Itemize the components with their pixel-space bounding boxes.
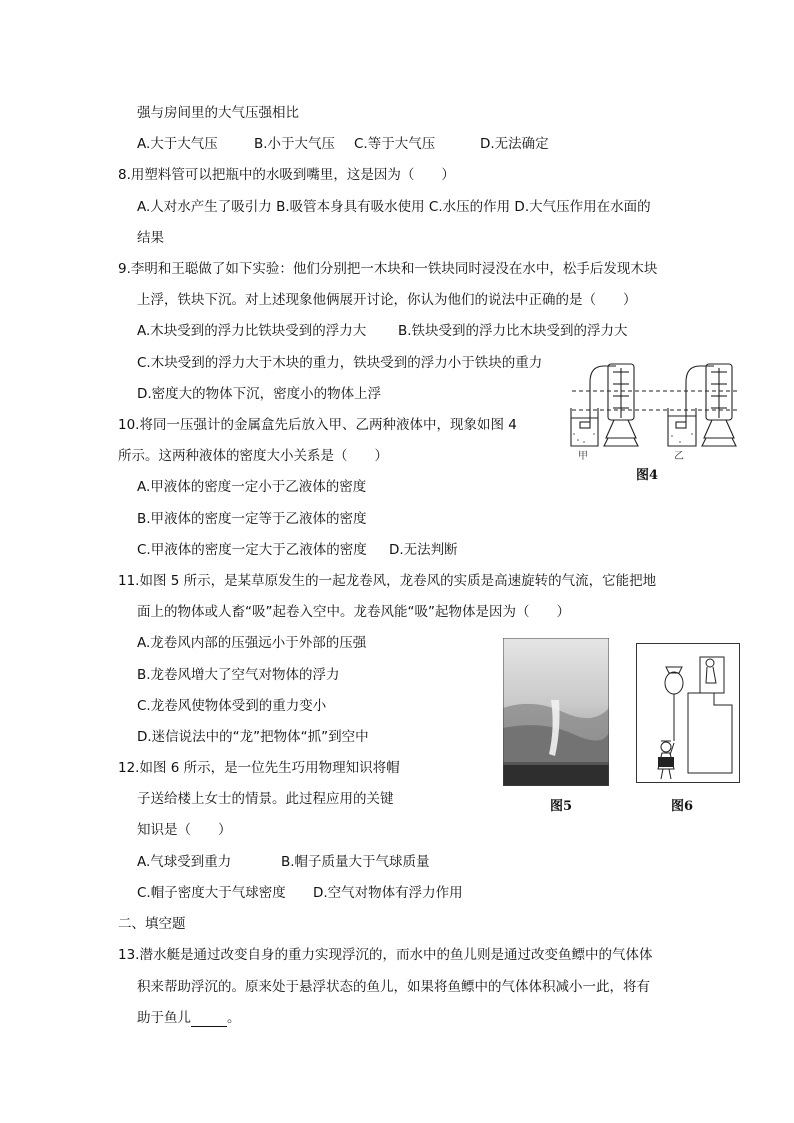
q7-option-a: A.大于大气压	[137, 136, 218, 152]
q9-stem-1: 9.李明和王聪做了如下实验：他们分别把一木块和一铁块同时浸没在水中，松手后发现木块	[118, 261, 658, 277]
q7-option-c: C.等于大气压	[354, 136, 436, 152]
figure-4-caption: 图4	[636, 468, 659, 483]
q9-stem-2: 上浮，铁块下沉。对上述现象他俩展开讨论，你认为他们的说法中正确的是（ ）	[137, 292, 637, 308]
q8-options-cont: 结果	[137, 230, 164, 246]
q10-stem-1: 10.将同一压强计的金属盒先后放入甲、乙两种液体中，现象如图 4	[118, 417, 517, 433]
q13-line-3-end: 。	[227, 1010, 241, 1026]
figure-5-caption: 图5	[550, 799, 573, 814]
q12-option-a: A.气球受到重力	[137, 854, 232, 870]
q9-option-a: A.木块受到的浮力比铁块受到的浮力大	[137, 323, 367, 339]
figure-6-caption: 图6	[671, 799, 694, 814]
q9-options-ab	[137, 322, 628, 340]
q7-option-b: B.小于大气压	[254, 136, 336, 152]
q10-option-b: B.甲液体的密度一定等于乙液体的密度	[137, 511, 367, 527]
q11-option-b: B.龙卷风增大了空气对物体的浮力	[137, 667, 340, 683]
q12-option-c: C.帽子密度大于气球密度	[137, 885, 286, 901]
q10-option-c: C.甲液体的密度一定大于乙液体的密度	[137, 542, 367, 558]
q12-option-d: D.空气对物体有浮力作用	[313, 885, 463, 901]
q10-stem-2: 所示。这两种液体的密度大小关系是（ ）	[118, 448, 388, 464]
q9-option-c: C.木块受到的浮力大于木块的重力，铁块受到的浮力小于铁块的重力	[137, 355, 543, 371]
q8-options: A.人对水产生了吸引力 B.吸管本身具有吸水使用 C.水压的作用 D.大气压作用在水面的	[137, 199, 651, 215]
q13-answer-blank[interactable]	[191, 1012, 227, 1027]
q12-stem-3: 知识是（ ）	[137, 822, 232, 838]
q13-line-1: 13.潜水艇是通过改变自身的重力实现浮沉的，而水中的鱼儿则是通过改变鱼鳔中的气体体	[118, 947, 653, 963]
q10-options-cd	[137, 541, 458, 559]
q11-option-d: D.迷信说法中的“龙”把物体“抓”到空中	[137, 729, 369, 745]
figure-5-tornado-photo	[503, 638, 609, 786]
q12-options-ab	[137, 853, 430, 871]
q10-option-a: A.甲液体的密度一定小于乙液体的密度	[137, 479, 367, 495]
q11-option-c: C.龙卷风使物体受到的重力变小	[137, 698, 327, 714]
q7-option-d: D.无法确定	[480, 136, 549, 152]
figure-4-label-right: 乙	[674, 451, 684, 462]
figure-4-pressure-gauge	[568, 360, 744, 462]
q12-stem-2: 子送给楼上女士的情景。此过程应用的关键	[137, 791, 394, 807]
q13-line-3-text: 助于鱼儿	[137, 1010, 191, 1026]
q11-option-a: A.龙卷风内部的压强远小于外部的压强	[137, 635, 367, 651]
q9-option-d: D.密度大的物体下沉，密度小的物体上浮	[137, 386, 382, 402]
q12-stem-1: 12.如图 6 所示，是一位先生巧用物理知识将帽	[118, 760, 400, 776]
figure-4-label-left: 甲	[578, 451, 588, 462]
q9-option-b: B.铁块受到的浮力比木块受到的浮力大	[398, 323, 628, 339]
q11-stem-2: 面上的物体或人畜“吸”起卷入空中。龙卷风能“吸”起物体是因为（ ）	[137, 604, 570, 620]
section-title-fill-in: 二、填空题	[118, 916, 186, 932]
q8-stem: 8.用塑料管可以把瓶中的水吸到嘴里，这是因为（ ）	[118, 167, 455, 183]
q12-option-b: B.帽子质量大于气球质量	[281, 854, 430, 870]
q13-line-2: 积来帮助浮沉的。原来处于悬浮状态的鱼儿，如果将鱼鳔中的气体体积减小一此，将有	[137, 979, 650, 995]
q11-stem-1: 11.如图 5 所示，是某草原发生的一起龙卷风，龙卷风的实质是高速旋转的气流，它能把地	[118, 573, 657, 589]
q7-stem-cont: 强与房间里的大气压强相比	[137, 105, 299, 121]
q10-option-d: D.无法判断	[389, 542, 458, 558]
q12-options-cd	[137, 884, 463, 902]
q13-line-3	[137, 1009, 241, 1027]
q7-options	[137, 135, 549, 153]
figure-6-balloon-illustration	[636, 643, 740, 783]
